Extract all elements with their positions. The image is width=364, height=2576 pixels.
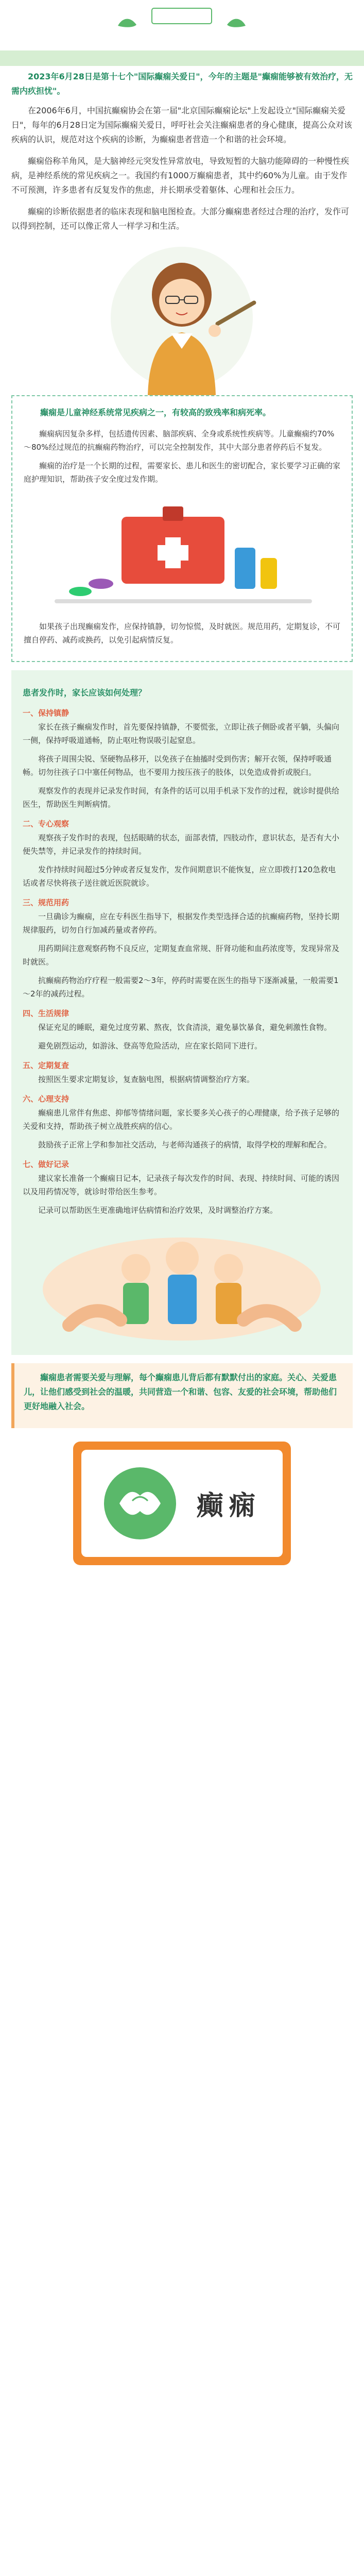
step-2-title: 二、专心观察 [23, 819, 70, 828]
epilepsy-card [11, 1436, 353, 1570]
step-2-paragraph-2: 发作持续时间超过5分钟或者反复发作，发作间期意识不能恢复，应立即拨打120急救电话或者尽快将孩子送往就近医院就诊。 [23, 865, 336, 888]
guide-title: 患者发作时，家长应该如何处理？ [23, 688, 147, 698]
article-body [11, 70, 353, 1570]
medicine-kit-icon [24, 491, 342, 620]
intro-paragraph-history: 在2006年6月，中国抗癫痫协会在第一届"北京国际癫痫论坛"上发起设立"国际癫痫关爱日"，每年的6月28日定为国际癫痫关爱日，呼吁社会关注癫痫患者的身心健康，提高公众对该疾病的认识，规范对这个疾病的诊断，为癫痫患者营造一个和谐的社会环境。 [11, 106, 352, 144]
summary-text: 癫痫患者需要关爱与理解，每个癫痫患儿背后都有默默付出的家庭。关心、关爱患儿，让他们感受到社会的温暖，共同营造一个和谐、包容、友爱的社会环境，帮助他们更好地融入社会。 [24, 1372, 337, 1411]
header-stripe [0, 50, 364, 66]
step-7-title: 七、做好记录 [23, 1160, 70, 1169]
step-4-title: 四、生活规律 [23, 1009, 70, 1018]
teacher-illustration [11, 241, 353, 395]
intro-paragraph-diagnosis: 癫痫的诊断依据患者的临床表现和脑电图检查。大部分癫痫患者经过合理的治疗，发作可以得到控制，还可以像正常人一样学习和生活。 [11, 207, 350, 231]
step-1-paragraph-1: 家长在孩子癫痫发作时，首先要保持镇静，不要慌张，立即让孩子侧卧或者平躺，头偏向一侧，保持呼吸道通畅，防止呕吐物误吸引起窒息。 [23, 722, 340, 745]
banner-title-graphic [116, 4, 248, 33]
intro-paragraph-definition: 癫痫俗称羊角风，是大脑神经元突发性异常放电，导致短暂的大脑功能障碍的一种慢性疾病，是神经系统的常见疾病之一。我国约有1000万癫痫患者，其中约60%为儿童。由于发作不可预测，许多患者有反复发作的焦虑，并长期承受着躯体、心理和社会压力。 [11, 156, 350, 195]
medicine-illustration [24, 491, 342, 620]
step-2-paragraph-1: 观察孩子发作时的表现，包括眼睛的状态，面部表情，四肢动作，意识状态，是否有大小便失禁等，并记录发作的持续时间。 [23, 833, 340, 856]
family-hands-icon [23, 1222, 341, 1346]
card-label: 癫痫 [197, 1490, 261, 1521]
step-3-paragraph-1: 一旦确诊为癫痫，应在专科医生指导下，根据发作类型选择合适的抗癫痫药物，坚持长期规律服药，切勿自行加减药量或者停药。 [23, 912, 340, 935]
step-4-paragraph-1: 保证充足的睡眠，避免过度劳累、熬夜，饮食清淡，避免暴饮暴食，避免刺激性食物。 [38, 1023, 332, 1032]
step-7-paragraph-1: 建议家长准备一个癫痫日记本，记录孩子每次发作的时间、表现、持续时间、可能的诱因以及用药情况等，就诊时带给医生参考。 [23, 1174, 340, 1196]
family-illustration [23, 1222, 341, 1346]
intro-lead: 2023年6月28日是第十七个"国际癫痫关爱日"，今年的主题是"癫痫能够被有效治疗，无需内疚担忧"。 [11, 72, 353, 96]
info-box-overview [11, 395, 353, 662]
step-3-paragraph-2: 用药期间注意观察药物不良反应，定期复查血常规、肝肾功能和血药浓度等，发现异常及时就医。 [23, 944, 340, 967]
step-7-paragraph-2: 记录可以帮助医生更准确地评估病情和治疗效果，及时调整治疗方案。 [38, 1206, 278, 1215]
step-5-paragraph-1: 按照医生要求定期复诊，复查脑电图，根据病情调整治疗方案。 [38, 1075, 255, 1084]
step-1-paragraph-3: 观察发作的表现并记录发作时间，有条件的话可以用手机录下发作的过程，就诊时提供给医生，帮助医生判断病情。 [23, 786, 340, 809]
box-intro: 癫痫是儿童神经系统常见疾病之一，有较高的致残率和病死率。 [40, 408, 271, 417]
step-6-paragraph-1: 癫痫患儿常伴有焦虑、抑郁等情绪问题，家长要多关心孩子的心理健康，给予孩子足够的关爱和支持，帮助孩子树立战胜疾病的信心。 [23, 1108, 340, 1131]
step-6-paragraph-2: 鼓励孩子正常上学和参加社交活动，与老师沟通孩子的病情，取得学校的理解和配合。 [38, 1140, 332, 1149]
step-5-title: 五、定期复查 [23, 1061, 70, 1070]
step-3-title: 三、规范用药 [23, 898, 70, 907]
box-paragraph-cause: 癫痫病因复杂多样，包括遗传因素、脑部疾病、全身或系统性疾病等。儿童癫痫约70%～80%经过规范的抗癫痫药物治疗，可以完全控制发作，其中大部分患者停药后不复发。 [24, 429, 335, 452]
teacher-figure-icon [11, 241, 353, 395]
guide-section [11, 670, 353, 1355]
brain-card-icon [11, 1436, 353, 1570]
step-3-paragraph-3: 抗癫痫药物治疗疗程一般需要2～3年，停药时需要在医生的指导下逐渐减量，一般需要1～2年的减药过程。 [23, 976, 339, 998]
box-paragraph-advice: 如果孩子出现癫痫发作，应保持镇静，切勿惊慌，及时就医。规范用药，定期复诊，不可擅自停药、减药或换药，以免引起病情反复。 [24, 622, 341, 645]
step-4-paragraph-2: 避免剧烈运动，如游泳、登高等危险活动，应在家长陪同下进行。 [38, 1041, 263, 1050]
top-banner [0, 0, 364, 77]
step-6-title: 六、心理支持 [23, 1094, 70, 1104]
step-1-paragraph-2: 将孩子周围尖锐、坚硬物品移开，以免孩子在抽搐时受到伤害；解开衣领，保持呼吸通畅。切勿往孩子口中塞任何物品，也不要用力按压孩子的肢体，以免造成骨折或脱臼。 [23, 754, 332, 777]
step-1-title: 一、保持镇静 [23, 708, 70, 718]
box-paragraph-treatment: 癫痫的治疗是一个长期的过程，需要家长、患儿和医生的密切配合，家长要学习正确的家庭护理知识，帮助孩子安全度过发作期。 [24, 461, 341, 484]
summary-block [11, 1363, 353, 1428]
